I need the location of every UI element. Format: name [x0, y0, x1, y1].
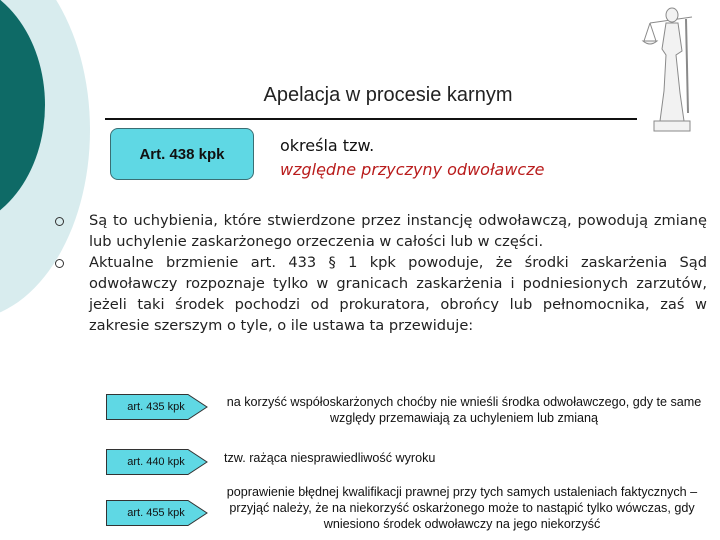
art-435-arrow — [106, 394, 208, 420]
art-440-description: tzw. rażąca niesprawiedliwość wyroku — [224, 451, 436, 465]
bullet-list — [55, 210, 707, 336]
slide-title: Apelacja w procesie karnym — [263, 84, 513, 106]
art-435-label: art. 435 kpk — [127, 401, 185, 413]
bullet-text: Są to uchybienia, które stwierdzone przez instancję odwoławczą, powodują zmianę lub uchylenie zaskarżonego orzeczenia w całości lub w części. — [89, 212, 707, 250]
header-text-line2: względne przyczyny odwoławcze — [280, 160, 545, 179]
justice-statue-icon — [640, 3, 702, 135]
bullet-text: Aktualne brzmienie art. 433 § 1 kpk powoduje, że środki zaskarżenia Sąd odwoławczy rozpoznaje tylko w granicach zaskarżenia i podniesionych zarzutów, jeżeli taki środek pochodzi od prokuratora, obrońcy lub pełnomocnika, zaś w zakresie szerszym o tyle, o ile ustawa ta przewiduje: — [89, 254, 707, 334]
art-435-description: na korzyść współoskarżonych choćby nie wnieśli środka odwoławczego, gdy te same względy przemawiają za uchyleniem lub zmianą — [226, 395, 702, 425]
title-divider — [105, 118, 637, 120]
art-438-label: Art. 438 kpk — [139, 145, 225, 163]
list-item — [55, 252, 707, 336]
list-item — [55, 210, 707, 252]
header-text-line1: określa tzw. — [280, 136, 375, 155]
art-455-label: art. 455 kpk — [127, 507, 185, 519]
art-438-box — [110, 128, 254, 180]
bullet-marker-icon — [55, 259, 64, 268]
art-440-label: art. 440 kpk — [127, 456, 185, 468]
bullet-marker-icon — [55, 217, 64, 226]
art-455-description: poprawienie błędnej kwalifikacji prawnej przy tych samych ustaleniach faktycznych – przyjąć należy, że na niekorzyść oskarżonego może to nastąpić tylko wówczas, gdy wniesiono środek odwoławczy na jego niekorzyść — [226, 485, 698, 531]
art-455-arrow — [106, 500, 208, 526]
art-440-arrow — [106, 449, 208, 475]
